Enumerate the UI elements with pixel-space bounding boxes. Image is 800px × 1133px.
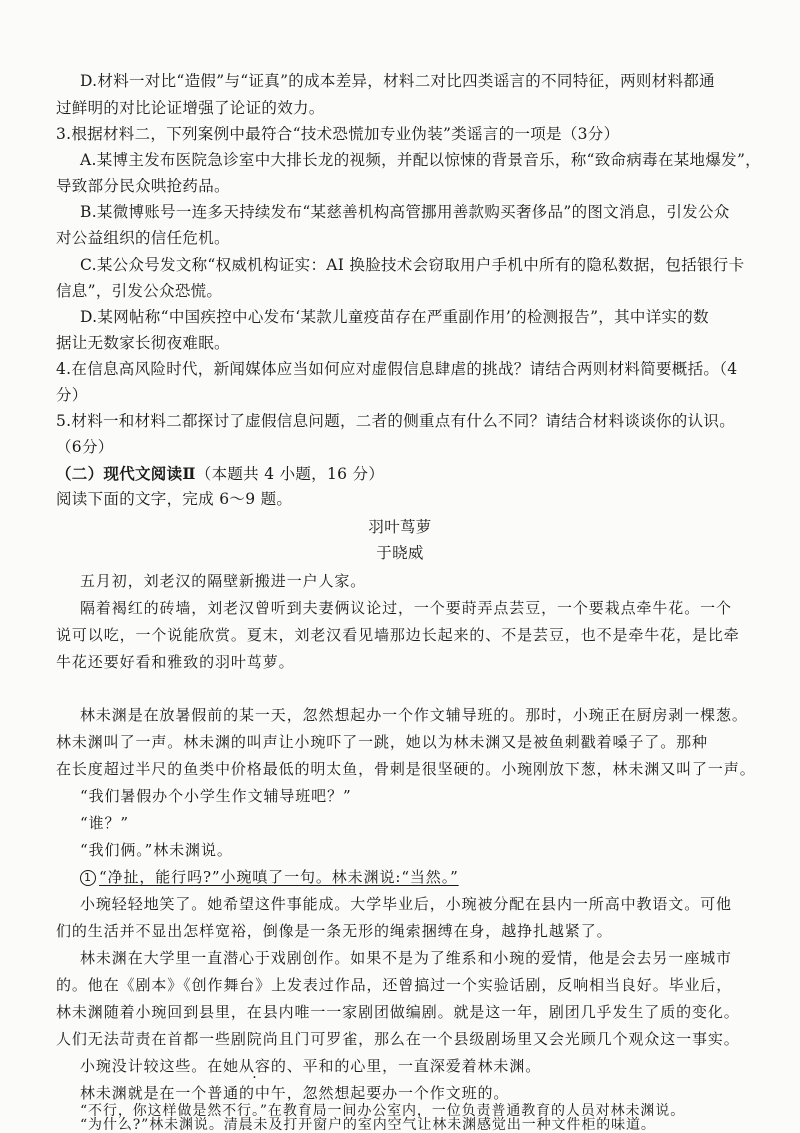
question-3-option-a-line-1: A.某博主发布医院急诊室中大排长龙的视频，并配以惊悚的背景音乐，称“致命病毒在某地爆发”， (80, 151, 761, 169)
question-3-option-c-line-2: 信息”，引发公众恐慌。 (56, 282, 223, 300)
circled-number-marker: 1 (80, 870, 96, 886)
story-author: 于晓威 (376, 544, 424, 562)
question-3-option-d-line-2: 据让无数家长彻夜难眠。 (56, 334, 230, 352)
paragraph-3-line-2: 林未渊叫了一声。林未渊的叫声让小琬吓了一跳，她以为林未渊又是被鱼刺戳着嗓子了。那种 (56, 733, 708, 751)
question-3-option-c-line-1: C.某公众号发文称“权威机构证实：AI 换脸技术会窃取用户手机中所有的隐私数据，包括银行卡 (80, 256, 745, 274)
section-title: （二）现代文阅读Ⅱ (56, 464, 196, 483)
paragraph-5-line-3: 林未渊随着小琬回到县里，在县内唯一一家剧团做编剧。就是这一年，剧团几乎发生了质的变化。 (56, 1003, 740, 1021)
paragraph-4-line-1: 小琬轻轻地笑了。她希望这件事能成。大学毕业后，小琬被分配在县内一所高中教语文。可他 (80, 895, 732, 913)
paragraph-5-line-4: 人们无法苛责在首都一些剧院尚且门可罗雀，那么在一个县级剧场里又会光顾几个观众这一事实。 (56, 1030, 740, 1048)
paragraph-2-line-2: 说可以吃，一个说能欣赏。夏末，刘老汉看见墙那边长起来的、不是芸豆，也不是牵牛花，是比牵 (56, 626, 740, 644)
question-3-option-a-line-2: 导致部分民众哄抢药品。 (56, 177, 230, 195)
paragraph-1: 五月初，刘老汉的隔壁新搬进一户人家。 (80, 572, 367, 590)
story-title: 羽叶茑萝 (368, 518, 432, 536)
reading-instruction: 阅读下面的文字，完成 6～9 题。 (56, 490, 293, 508)
question-3-stem: 3.根据材料二，下列案例中最符合“技术恐慌加专业伪装”类谣言的一项是（3分） (56, 125, 620, 143)
paragraph-5-line-2: 的。他在《剧本》《创作舞台》上发表过作品，还曾搞过一个实验话剧，反响相当良好。毕业后， (56, 976, 733, 994)
paragraph-2-line-3: 牛花还要好看和雅致的羽叶茑萝。 (56, 653, 295, 671)
question-5-line-1: 5.材料一和材料二都探讨了虚假信息问题，二者的侧重点有什么不同？请结合材料谈谈你的认识。 (56, 412, 735, 430)
paragraph-3-line-1: 林未渊是在放暑假前的某一天，忽然想起办一个作文辅导班的。那时，小琬正在厨房剥一棵葱。 (80, 706, 748, 724)
paragraph-8-line-2: “为什么?”林未渊说。清晨未及打开窗户的室内空气让林未渊感觉出一种文件柜的味道。 (80, 1117, 656, 1133)
dialogue-3: “我们俩。”林未渊说。 (80, 841, 233, 859)
question-3-option-b-line-2: 对公益组织的信任危机。 (56, 229, 230, 247)
question-3-option-b-line-1: B.某微博账号一连多天持续发布“某慈善机构高管挪用善款购买奢侈品”的图文消息，引发公众 (80, 203, 730, 221)
paragraph-5-line-1: 林未渊在大学里一直潜心于戏剧创作。如果不是为了维系和小琬的爱情，他是会去另一座城市 (80, 949, 732, 967)
dialogue-2: “谁？” (80, 814, 129, 832)
question-2-option-d-line-1: D.材料一对比“造假”与“证真”的成本差异，材料二对比四类谣言的不同特征，两则材料都通 (80, 72, 715, 90)
underlined-sentence: “净扯，能行吗?”小琬嗔了一句。林未渊说:“当然。” (99, 868, 459, 886)
question-4-line-1: 4.在信息高风险时代，新闻媒体应当如何应对虚假信息肆虐的挑战？请结合两则材料简要概括。（4 (56, 360, 738, 378)
dialogue-4 (80, 870, 459, 886)
question-4-line-2: 分） (56, 386, 88, 404)
section-heading (56, 466, 384, 483)
paragraph-6 (80, 1059, 541, 1074)
paragraph-7: 林未渊就是在一个普通的中午，忽然想起要办一个作文班的。 (80, 1084, 510, 1102)
question-2-option-d-line-2: 过鲜明的对比论证增强了论证的效力。 (56, 99, 325, 117)
paragraph-8-line-1: “不行，你这样做是然不行。”在教育局一间办公室内，一位负责普通教育的人员对林未渊说。 (80, 1103, 686, 1119)
question-3-option-d-line-1: D.某网帖称“中国疾控中心发布‘某款儿童疫苗存在严重副作用’的检测报告”，其中详实的数 (80, 308, 709, 326)
paragraph-3-line-3: 在长度超过半尺的鱼类中价格最低的明太鱼，骨刺是很坚硬的。小琬刚放下葱，林未渊又叫了一声。 (56, 760, 756, 778)
dialogue-1: “我们暑假办个小学生作文辅导班吧？” (80, 787, 352, 805)
paragraph-4-line-2: 们的生活并不显出怎样宽裕，倒像是一条无形的绳索捆缚在身，越挣扎越紧了。 (56, 922, 613, 940)
paragraph-6-end: 的、平和的心里，一直深爱着林未渊。 (270, 1057, 542, 1075)
section-meta: （本题共 4 小题，16 分） (195, 465, 385, 483)
paragraph-6-start: 小琬没计较这些。在她 (80, 1057, 240, 1075)
paragraph-2-line-1: 隔着褐红的砖墙，刘老汉曾听到夫妻俩议论过，一个要莳弄点芸豆，一个要栽点牵牛花。一个 (80, 599, 732, 617)
emphasis-dotted-word: 从容 (239, 1057, 271, 1075)
question-5-line-2: （6分） (56, 438, 114, 456)
